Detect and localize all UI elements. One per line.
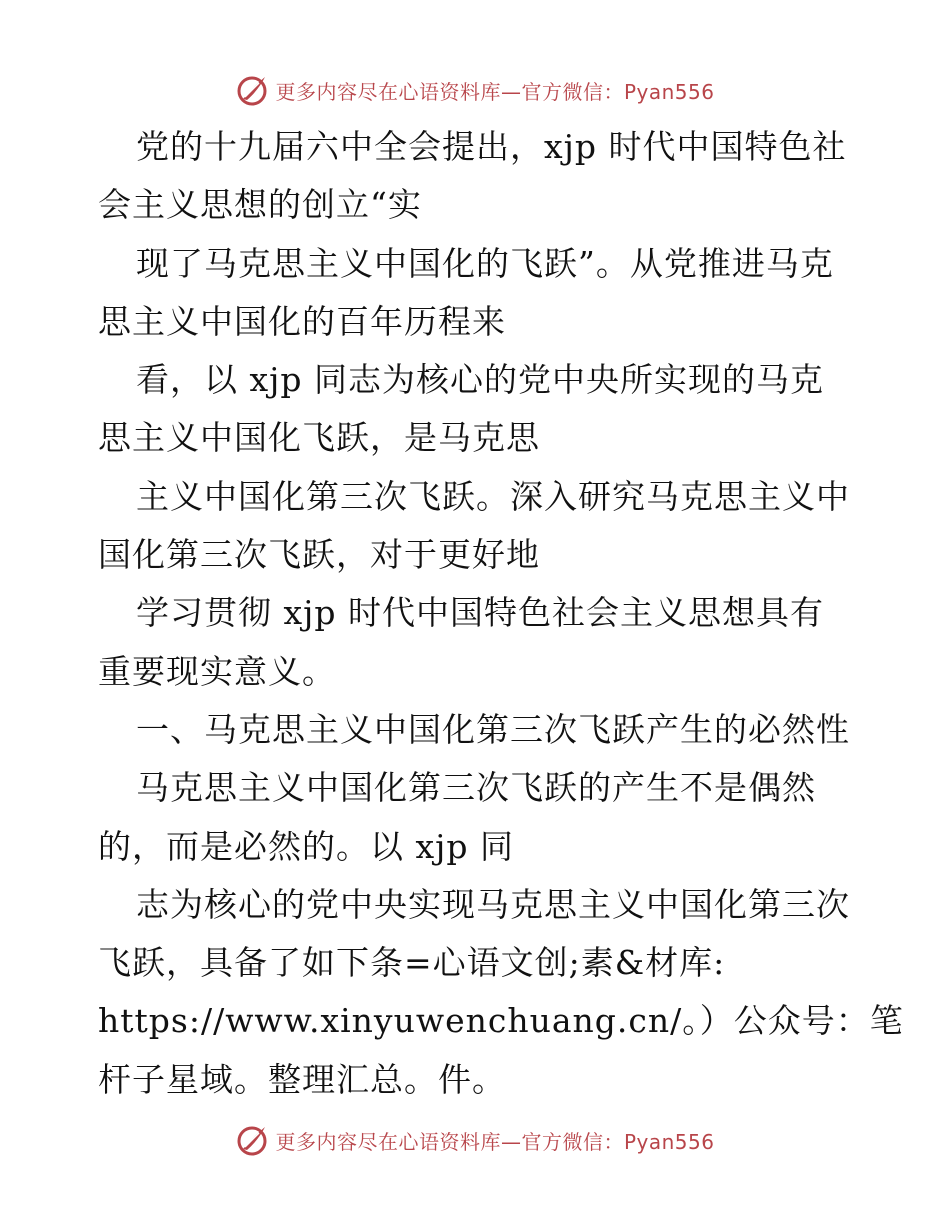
body-line: 杆子星域。整理汇总。件。 — [98, 1059, 506, 1099]
body-line: 现了马克思主义中国化的飞跃”。从党推进马克 — [136, 243, 834, 283]
body-line: 主义中国化第三次飞跃。深入研究马克思主义中 — [136, 476, 850, 516]
footer-banner — [0, 1120, 950, 1160]
body-line: https://www.xinyuwenchuang.cn/。）公众号：笔 — [98, 1001, 904, 1041]
quill-logo-icon — [235, 73, 269, 107]
body-line: 马克思主义中国化第三次飞跃的产生不是偶然 — [136, 768, 816, 808]
body-line: 看，以 xjp 同志为核心的党中央所实现的马克 — [136, 360, 824, 400]
body-line: 飞跃，具备了如下条=心语文创;素&材库: — [98, 943, 726, 983]
body-line: 的，而是必然的。以 xjp 同 — [98, 826, 514, 866]
body-line: 志为核心的党中央实现马克思主义中国化第三次 — [136, 884, 850, 924]
header-banner — [0, 70, 950, 110]
header-banner-text: 更多内容尽在心语资料库—官方微信：Pyan556 — [275, 79, 715, 104]
body-line: 国化第三次飞跃，对于更好地 — [98, 535, 540, 575]
body-line: 学习贯彻 xjp 时代中国特色社会主义思想具有 — [136, 593, 824, 633]
section-heading: 一、马克思主义中国化第三次飞跃产生的必然性 — [136, 709, 850, 749]
body-line: 会主义思想的创立“实 — [98, 185, 422, 225]
document-body — [98, 118, 904, 1109]
body-line: 党的十九届六中全会提出，xjp 时代中国特色社 — [136, 127, 847, 166]
body-line: 思主义中国化飞跃，是马克思 — [98, 418, 540, 458]
body-line: 重要现实意义。 — [98, 651, 336, 691]
body-line: 思主义中国化的百年历程来 — [98, 301, 506, 341]
quill-logo-icon — [235, 1123, 269, 1157]
footer-banner-text: 更多内容尽在心语资料库—官方微信：Pyan556 — [275, 1129, 715, 1154]
